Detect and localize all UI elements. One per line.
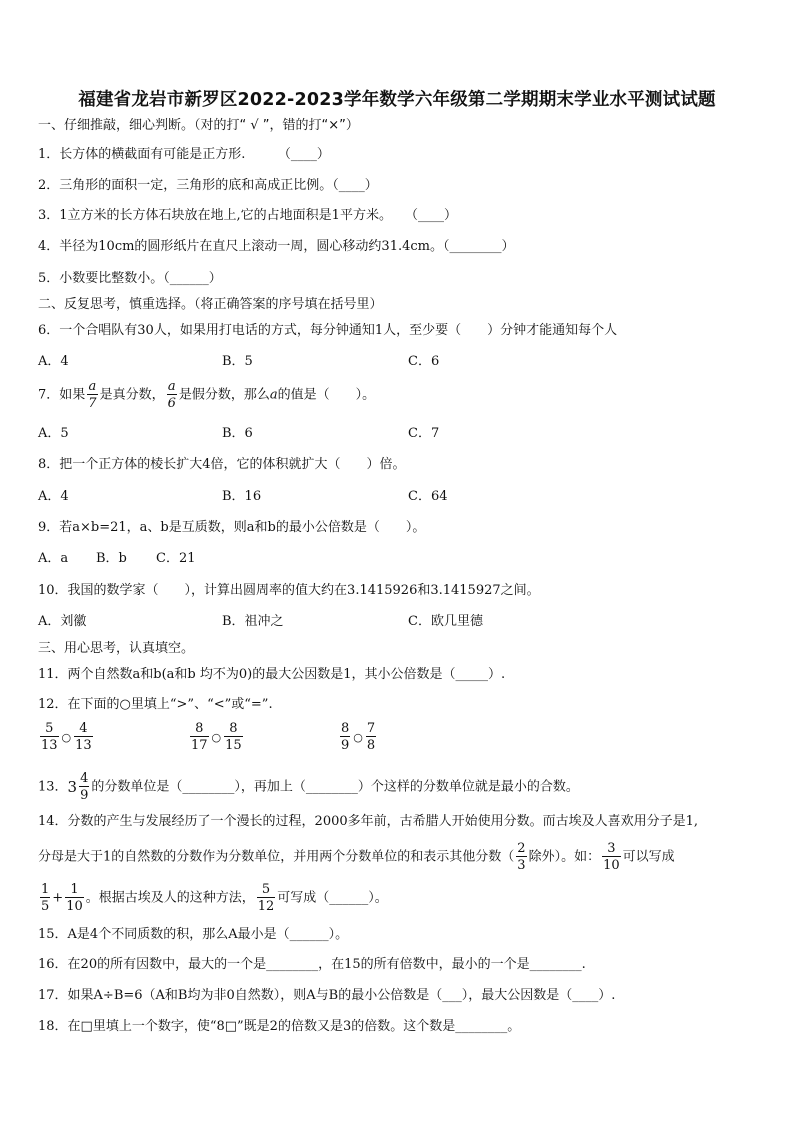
q13-prefix: 13． [38,779,68,795]
q10-option-a: A．刘徽 [38,614,87,629]
question-1: 1．长方体的横截面有可能是正方形. （____） [38,147,330,162]
q7-fraction-2 [167,380,177,410]
q9-option-a: A．a [38,551,69,566]
question-5: 5．小数要比整数小。（______） [38,271,222,286]
fraction [224,722,243,752]
fraction-numerator: a [167,379,176,394]
fraction-numerator: a [88,379,97,394]
q6-option-c: C．6 [408,354,440,369]
question-4: 4．半径为10cm的圆形纸片在直尺上滚动一周，圆心移动约31.4cm。（________） [38,239,515,254]
q7-option-a: A．5 [38,426,69,441]
fraction-numerator: 5 [45,721,54,736]
section-3-heading: 三、用心思考，认真填空。 [38,641,195,656]
section-1-heading: 一、仔细推敲，细心判断。（对的打“ √ ”，错的打“×”） [38,118,359,133]
q8-option-a: A．4 [38,489,69,504]
q8-option-b: B．16 [222,489,262,504]
question-14-line-2 [38,842,675,872]
q12-compare-1 [38,722,95,752]
question-10: 10．我国的数学家（ ），计算出圆周率的值大约在3.1415926和3.1415927之间。 [38,583,540,598]
q9-option-c: C．21 [156,551,196,566]
q7-mid-2: 是假分数，那么 [178,387,270,403]
q10-option-b: B．祖冲之 [222,614,284,629]
q7-fraction-1 [87,380,97,410]
question-12: 12．在下面的○里填上“>”、“<”或“=”. [38,697,273,712]
fraction-denominator: 12 [257,899,275,914]
question-15: 15．A是4个不同质数的积，那么A最小是（______）。 [38,927,349,942]
fraction [190,722,209,752]
fraction [79,772,89,802]
fraction-numerator: 4 [80,771,89,786]
fraction-numerator: 8 [229,721,238,736]
section-2-heading: 二、反复思考，慎重选择。（将正确答案的序号填在括号里） [38,297,383,312]
mixed-whole: 3 [67,778,78,796]
question-2: 2．三角形的面积一定，三角形的底和高成正比例。（____） [38,178,378,193]
fraction-denominator: 9 [341,738,350,753]
q12-compare-3 [338,722,378,752]
fraction-denominator: 13 [75,738,92,753]
fraction-denominator: 3 [517,858,526,873]
plus-sign: + [52,890,64,906]
fraction-denominator: 15 [225,738,242,753]
fraction-numerator: 1 [41,882,50,897]
fraction-numerator: 4 [79,721,88,736]
q7-option-c: C．7 [408,426,440,441]
fraction [366,722,376,752]
page-title: 福建省龙岩市新罗区2022-2023学年数学六年级第二学期期末学业水平测试试题 [78,90,716,110]
fraction [602,842,621,872]
question-3: 3．1立方米的长方体石块放在地上,它的占地面积是1平方米。 （____） [38,208,457,223]
question-14-line-3 [38,883,388,913]
fraction-denominator: 6 [167,396,176,411]
fraction [340,722,350,752]
q7-suffix: 的值是（ ）。 [277,387,376,403]
fraction-denominator: 10 [603,858,620,873]
q13-rest: 的分数单位是（________），再加上（________）个这样的分数单位就是最小的合数。 [91,779,579,795]
question-16: 16．在20的所有因数中，最大的一个是________，在15的所有倍数中，最小的一个是________. [38,957,586,972]
q7-mid-1: 是真分数， [99,387,165,403]
q12-compare-2 [188,722,245,752]
compare-circle-icon: ○ [61,730,72,744]
q8-option-c: C．64 [408,489,448,504]
compare-circle-icon: ○ [353,730,363,744]
q14-text-a: 分母是大于1的自然数的分数作为分数单位，并用两个分数单位的和表示其他分数（ [38,849,515,865]
q14-text-e: 可写成（______）。 [277,890,388,906]
fraction-denominator: 9 [80,788,89,803]
q13-mixed-number [68,772,92,802]
question-8: 8．把一个正方体的棱长扩大4倍，它的体积就扩大（ ）倍。 [38,457,406,472]
fraction-numerator: 8 [195,721,204,736]
fraction [40,883,50,913]
fraction-denominator: 7 [88,396,97,411]
q14-text-d: 。根据古埃及人的这种方法， [85,890,255,906]
question-17: 17．如果A÷B=6（A和B均为非0自然数），则A与B的最小公倍数是（___），最大公因数是（____）. [38,988,616,1003]
q14-text-c: 可以写成 [622,849,675,865]
q10-option-c: C．欧几里德 [408,614,483,629]
question-11: 11．两个自然数a和b(a和b 均不为0)的最大公因数是1，其小公倍数是（_____）. [38,667,506,682]
compare-circle-icon: ○ [211,730,222,744]
q14-text-b: 除外）。如： [528,849,601,865]
fraction-denominator: 17 [191,738,208,753]
q6-option-b: B．5 [222,354,253,369]
q9-option-b: B．b [96,551,127,566]
fraction-numerator: 5 [261,882,271,897]
fraction-denominator: 10 [66,899,83,914]
fraction [516,842,526,872]
fraction-numerator: 7 [366,721,376,736]
fraction [257,883,276,913]
question-14-line-1: 14．分数的产生与发展经历了一个漫长的过程，2000多年前，古希腊人开始使用分数。而古埃及人喜欢用分子是1, [38,814,699,829]
question-13 [38,772,579,802]
q7-variable: a [269,387,278,403]
fraction [74,722,93,752]
fraction-numerator: 1 [70,882,79,897]
q7-prefix: 7．如果 [38,387,86,403]
q6-option-a: A．4 [38,354,69,369]
fraction-numerator: 2 [517,841,526,856]
fraction-denominator: 13 [41,738,58,753]
fraction-numerator: 3 [607,841,616,856]
fraction [65,883,84,913]
fraction-numerator: 8 [341,721,350,736]
question-6: 6．一个合唱队有30人，如果用打电话的方式，每分钟通知1人，至少要（ ）分钟才能通知每个人 [38,323,618,338]
question-9: 9．若a×b=21，a、b是互质数，则a和b的最小公倍数是（ ）。 [38,520,426,535]
fraction-denominator: 8 [366,738,376,753]
q7-option-b: B．6 [222,426,253,441]
question-7 [38,380,375,410]
question-18: 18．在□里填上一个数字，使“8□”既是2的倍数又是3的倍数。这个数是________。 [38,1019,521,1034]
fraction-denominator: 5 [41,899,50,914]
fraction [40,722,59,752]
